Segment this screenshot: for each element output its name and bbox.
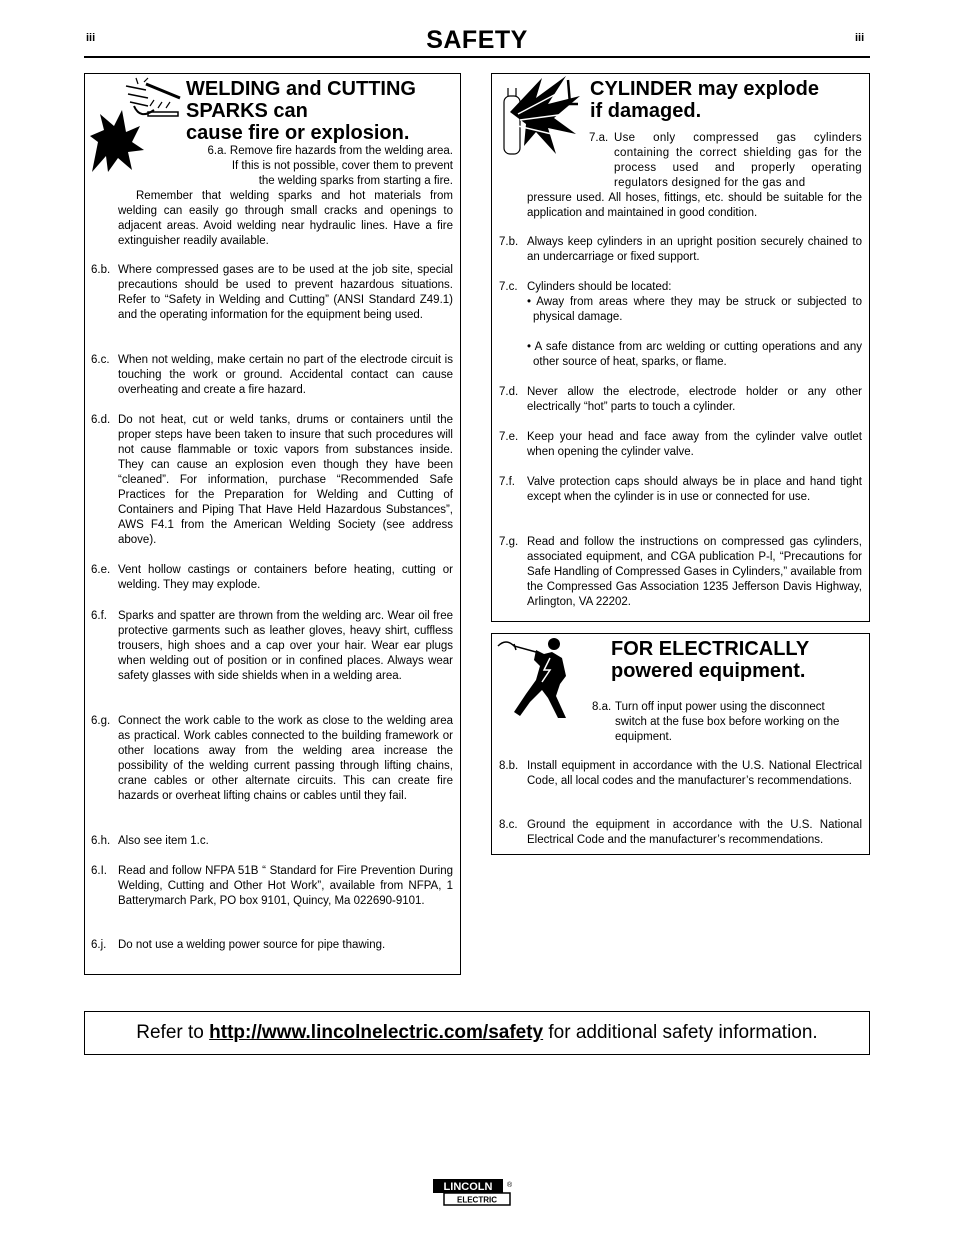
item-text: If this is not possible, cover them to prevent xyxy=(231,160,453,172)
electrical-heading xyxy=(611,638,866,682)
item-label: 6.h. xyxy=(91,835,111,847)
bullet-text: • A safe distance from arc welding or cutting operations and any other source of heat, sparks, or flame. xyxy=(527,341,862,368)
fire-explosion-heading xyxy=(186,78,456,144)
item-text: Use only compressed gas cylinders containing the correct shielding gas for the process used and properly operating regulators designed for the gas and xyxy=(614,132,862,189)
item-text: When not welding, make certain no part of the electrode circuit is touching the work or ground. Accidental contact can cause overheating and create a fire hazard. xyxy=(118,354,453,396)
item-text: the welding sparks from starting a fire. xyxy=(258,175,453,187)
item-text: pressure used. All hoses, fittings, etc. should be suitable for the application and maintained in good condition. xyxy=(527,192,862,219)
bullet-text: • Away from areas where they may be struck or subjected to physical damage. xyxy=(527,296,862,323)
item-text: Do not use a welding power source for pipe thawing. xyxy=(118,939,386,951)
heading-line: WELDING and CUTTING xyxy=(186,78,416,100)
logo-text-bottom: ELECTRIC xyxy=(457,1195,497,1205)
item-text: Vent hollow castings or containers before heating, cutting or welding. They may explode. xyxy=(118,564,453,591)
item-label: 7.c. xyxy=(499,281,518,293)
list-item xyxy=(91,609,453,684)
refer-prefix: Refer to xyxy=(136,1022,210,1043)
item-label: 6.f. xyxy=(91,610,107,622)
list-item xyxy=(91,864,453,909)
list-item xyxy=(91,413,453,548)
item-label: 7.a. xyxy=(589,132,609,144)
item-label: 7.b. xyxy=(499,236,519,248)
heading-line: CYLINDER may explode xyxy=(590,78,819,100)
item-text: Valve protection caps should always be in place and hand tight except when the cylinder is in use or connected for use. xyxy=(527,476,862,503)
list-item-7a-cont xyxy=(527,191,862,221)
item-text: Sparks and spatter are thrown from the welding arc. Wear oil free protective garments such as leather gloves, heavy shirt, cuffless trousers, high shoes and a cap over your hair. Wear ear plugs when welding out of position or in confined places. Always wear safety glasses with side shields when in a welding area. xyxy=(118,610,453,682)
logo-registered-mark: ® xyxy=(507,1182,512,1189)
page-title: SAFETY xyxy=(426,26,528,54)
bullet-item xyxy=(527,295,862,325)
item-label: 6.a. xyxy=(207,145,227,157)
item-label: 6.e. xyxy=(91,564,111,576)
item-text: Install equipment in accordance with the U.S. National Electrical Code, all local codes and the manufacturer’s recommendations. xyxy=(527,760,862,787)
item-text: Where compressed gases are to be used at the job site, special precautions should be used to prevent hazardous situations. Refer to “Safety in Welding and Cutting” (ANSI Standard Z49.1) and the operating information for the equipment being used. xyxy=(118,264,453,321)
item-text: Cylinders should be located: xyxy=(527,281,672,293)
item-text: Keep your head and face away from the cylinder valve outlet when opening the cylinder valve. xyxy=(527,431,862,458)
page-number-right: iii xyxy=(855,32,865,44)
refer-suffix: for additional safety information. xyxy=(543,1022,818,1043)
list-item-6a xyxy=(186,144,453,189)
list-item xyxy=(499,430,862,460)
heading-line: FOR ELECTRICALLY xyxy=(611,638,810,660)
item-text: Never allow the electrode, electrode holder or any other electrically “hot” parts to touch a cylinder. xyxy=(527,386,862,413)
item-text: Do not heat, cut or weld tanks, drums or containers until the proper steps have been taken to insure that such procedures will not cause flammable or toxic vapors from substances inside. They can cause an explosion even though they have been “cleaned”. For information, purchase “Recommended Safe Practices for the Preparation for Welding and Cutting of Containers and Piping That Have Held Hazardous Substances”, AWS F4.1 from the American Welding Society (see address above). xyxy=(118,414,453,546)
item-label: 6.j. xyxy=(91,939,107,951)
item-text: Remove fire hazards from the welding area. xyxy=(229,145,453,157)
safety-reference-banner xyxy=(84,1011,870,1055)
item-label: 7.d. xyxy=(499,386,519,398)
list-item xyxy=(499,475,862,505)
list-item xyxy=(499,385,862,415)
item-text: Ground the equipment in accordance with the U.S. National Electrical Code and the manufacturer’s recommendations. xyxy=(527,819,862,846)
item-label: 8.a. xyxy=(592,701,612,713)
cylinder-explosion-icon xyxy=(496,74,584,160)
page-number-left: iii xyxy=(86,32,96,44)
list-item xyxy=(91,834,453,849)
logo-text-top: LINCOLN xyxy=(443,1181,493,1193)
list-item xyxy=(91,563,453,593)
item-label: 6.c. xyxy=(91,354,110,366)
list-item xyxy=(91,714,453,804)
item-text: Remember that welding sparks and hot materials from welding can easily go through small cracks and openings to adjacent areas. Avoid welding near hydraulic lines. Have a fire extinguisher readily available. xyxy=(118,190,453,247)
heading-line: SPARKS can xyxy=(186,100,308,122)
item-label: 7.e. xyxy=(499,431,519,443)
list-item xyxy=(91,938,453,953)
heading-line: powered equipment. xyxy=(611,660,806,682)
list-item xyxy=(499,759,862,789)
bullet-item xyxy=(527,340,862,370)
heading-line: if damaged. xyxy=(590,100,702,122)
item-label: 6.g. xyxy=(91,715,111,727)
item-label: 6.d. xyxy=(91,414,111,426)
item-label: 8.c. xyxy=(499,819,518,831)
item-text: Read and follow NFPA 51B “ Standard for Fire Prevention During Welding, Cutting and Other Hot Work”, available from NFPA, 1 Batterymarch Park, PO box 9101, Quincy, Ma 022690-9101. xyxy=(118,865,453,907)
list-item xyxy=(91,353,453,398)
list-item xyxy=(499,818,862,848)
item-label: 7.g. xyxy=(499,536,519,548)
title-rule xyxy=(84,56,870,58)
item-text: Connect the work cable to the work as close to the welding area as practical. Work cables connected to the building framework or other locations away from the welding area increase the possibility of the welding current passing through lifting chains, crane cables or other alternate circuits. This can create fire hazards or overheat lifting chains or cables until they fail. xyxy=(118,715,453,802)
item-text: Also see item 1.c. xyxy=(118,835,209,847)
item-label: 8.b. xyxy=(499,760,519,772)
sparks-explosion-icon xyxy=(88,76,182,174)
electric-shock-icon xyxy=(496,636,582,720)
list-item-6a-cont xyxy=(118,189,453,249)
list-item-7c xyxy=(499,280,862,295)
item-text: Read and follow the instructions on compressed gas cylinders, associated equipment, and CGA publication P-l, “Precautions for Safe Handling of Compressed Gases in Cylinders,” available from the Compressed Gas Association 1235 Jefferson Davis Highway, Arlington, VA 22202. xyxy=(527,536,862,608)
list-item-8a xyxy=(592,700,852,745)
heading-line: cause fire or explosion. xyxy=(186,122,410,144)
item-text: Always keep cylinders in an upright position securely chained to an undercarriage or fixed support. xyxy=(527,236,862,263)
cylinder-heading xyxy=(590,78,865,122)
lincoln-electric-logo xyxy=(432,1178,512,1206)
list-item-7a xyxy=(589,131,862,191)
list-item xyxy=(499,535,862,610)
list-item-7b xyxy=(499,235,862,265)
safety-link[interactable]: http://www.lincolnelectric.com/safety xyxy=(209,1022,544,1043)
item-label: 6.I. xyxy=(91,865,107,877)
list-item xyxy=(91,263,453,323)
item-label: 6.b. xyxy=(91,264,111,276)
item-text: Turn off input power using the disconnect switch at the fuse box before working on the equipment. xyxy=(615,701,840,743)
item-label: 7.f. xyxy=(499,476,515,488)
